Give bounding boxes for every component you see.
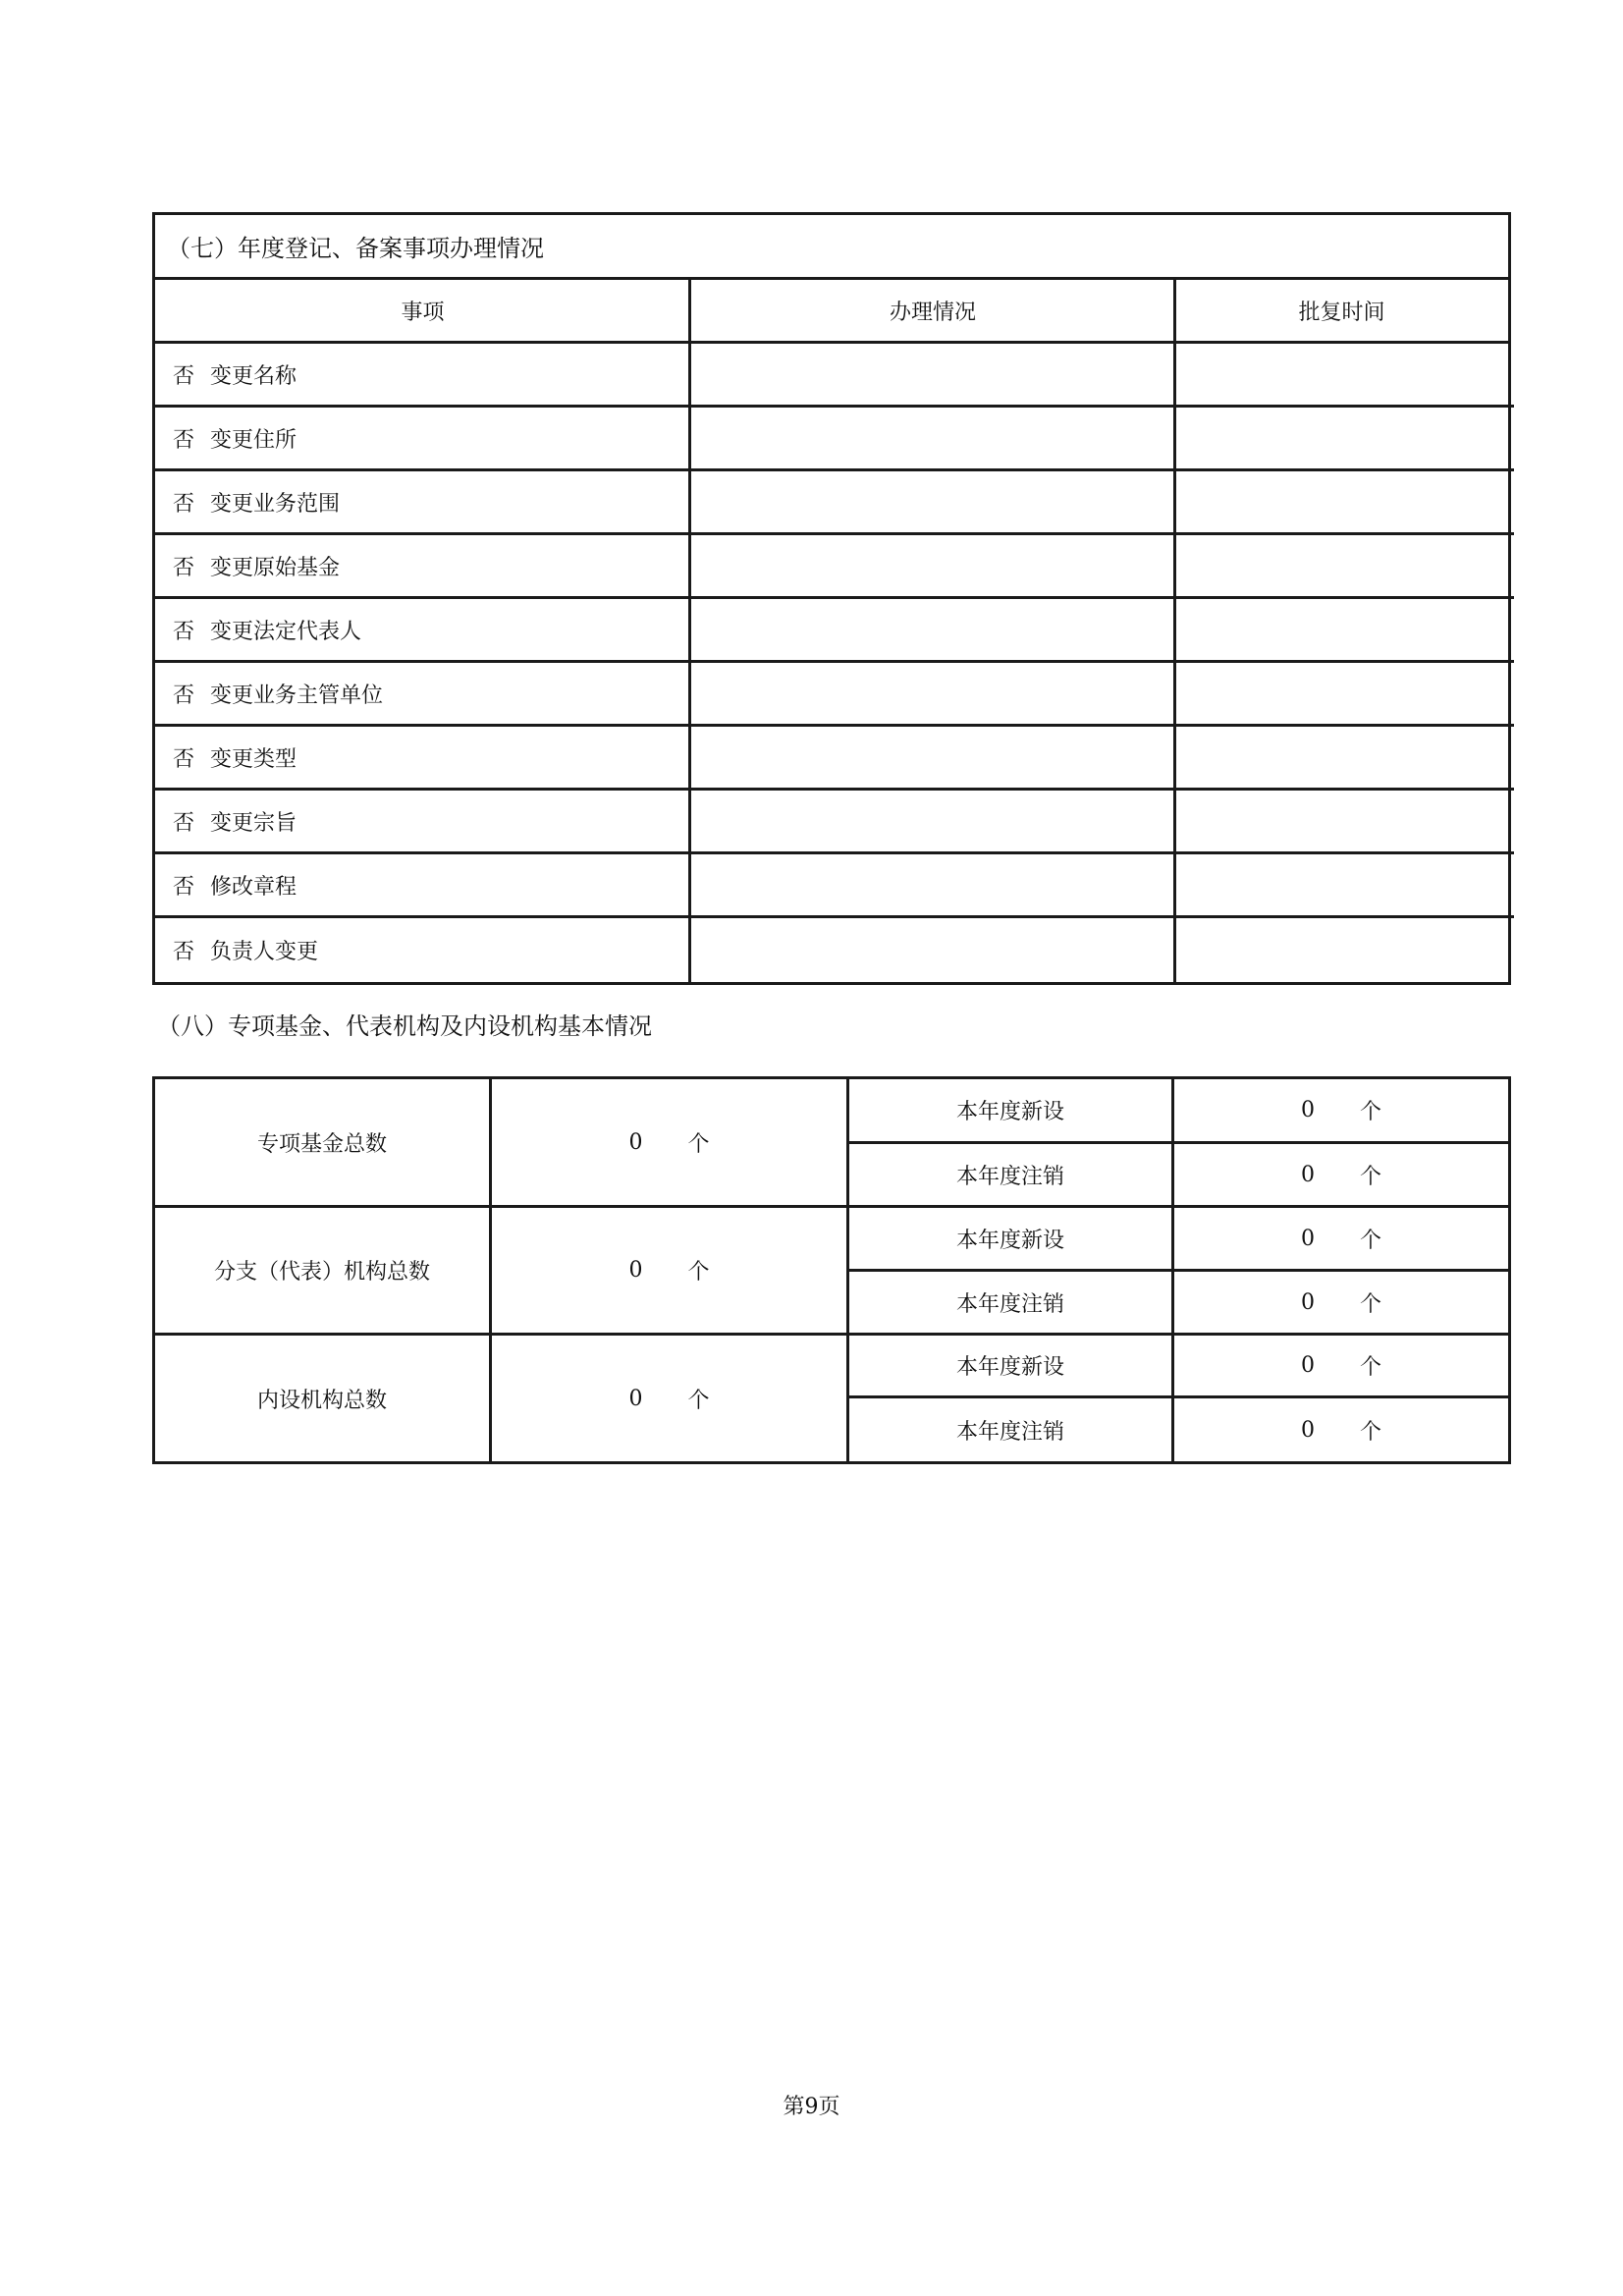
group-total-unit: 个 bbox=[687, 1131, 710, 1157]
group-total bbox=[492, 1208, 846, 1333]
table-header-row bbox=[155, 280, 1508, 344]
table-row bbox=[155, 663, 690, 727]
row-item: 变更宗旨 bbox=[210, 810, 298, 836]
cancel-label-text: 本年度注销 bbox=[955, 1419, 1064, 1445]
row-flag: 否 bbox=[173, 555, 195, 580]
new-value bbox=[1174, 1336, 1508, 1395]
row-divider bbox=[690, 660, 1514, 663]
registration-table bbox=[152, 212, 1511, 985]
row-flag: 否 bbox=[173, 746, 195, 772]
new-value-unit: 个 bbox=[1359, 1228, 1381, 1253]
table-row bbox=[155, 408, 690, 471]
cancel-value-number: 0 bbox=[1300, 1417, 1315, 1443]
row-flag: 否 bbox=[173, 810, 195, 836]
row-flag: 否 bbox=[173, 619, 195, 644]
group-total bbox=[492, 1336, 846, 1461]
group-total-value: 0 bbox=[628, 1386, 643, 1411]
row-flag: 否 bbox=[173, 683, 195, 708]
row-divider bbox=[690, 596, 1514, 599]
new-value bbox=[1174, 1079, 1508, 1141]
cancel-label bbox=[849, 1272, 1171, 1333]
row-item: 变更住所 bbox=[210, 427, 298, 453]
row-flag: 否 bbox=[173, 874, 195, 900]
new-value-unit: 个 bbox=[1359, 1100, 1381, 1124]
group-label bbox=[155, 1336, 489, 1461]
table-row bbox=[155, 918, 690, 982]
cancel-value bbox=[1174, 1144, 1508, 1205]
section8-heading-text: （八）专项基金、代表机构及内设机构基本情况 bbox=[157, 1012, 652, 1040]
page-number-text: 第9页 bbox=[783, 2095, 840, 2119]
institutions-table bbox=[152, 1076, 1511, 1464]
table-row bbox=[155, 599, 690, 663]
table-row bbox=[155, 471, 690, 535]
table-row bbox=[155, 344, 690, 408]
section7-heading-text: （七）年度登记、备案事项办理情况 bbox=[167, 235, 544, 262]
column-header-item bbox=[155, 280, 690, 344]
column-header-date-label: 批复时间 bbox=[1298, 300, 1385, 325]
row-divider bbox=[690, 468, 1514, 471]
table-row bbox=[155, 791, 690, 854]
cancel-label bbox=[849, 1398, 1171, 1461]
group-total-unit: 个 bbox=[687, 1260, 710, 1285]
row-flag: 否 bbox=[173, 427, 195, 453]
row-divider bbox=[690, 532, 1514, 535]
new-value-number: 0 bbox=[1300, 1226, 1315, 1251]
new-value bbox=[1174, 1208, 1508, 1269]
group-total-unit: 个 bbox=[687, 1388, 710, 1413]
group-label-text: 专项基金总数 bbox=[256, 1131, 387, 1157]
cancel-label-text: 本年度注销 bbox=[955, 1291, 1064, 1317]
table-row bbox=[155, 535, 690, 599]
cancel-value bbox=[1174, 1398, 1508, 1461]
group-label-text: 分支（代表）机构总数 bbox=[213, 1260, 430, 1285]
new-label bbox=[849, 1336, 1171, 1395]
table-row bbox=[155, 854, 690, 918]
new-value-number: 0 bbox=[1300, 1353, 1315, 1378]
page-number bbox=[0, 2090, 1623, 2120]
row-item: 变更名称 bbox=[210, 363, 298, 389]
row-item: 变更类型 bbox=[210, 746, 298, 772]
column-header-status-label: 办理情况 bbox=[889, 300, 976, 325]
group-label bbox=[155, 1079, 489, 1205]
row-flag: 否 bbox=[173, 363, 195, 389]
cancel-value-unit: 个 bbox=[1359, 1291, 1381, 1317]
cancel-value-unit: 个 bbox=[1359, 1419, 1381, 1445]
column-header-date bbox=[1175, 280, 1508, 344]
cancel-value-number: 0 bbox=[1300, 1289, 1315, 1315]
cancel-value-number: 0 bbox=[1300, 1162, 1315, 1187]
row-divider bbox=[690, 724, 1514, 727]
column-header-status bbox=[690, 280, 1175, 344]
group-total-value: 0 bbox=[628, 1258, 643, 1283]
row-divider bbox=[690, 851, 1514, 854]
group-total-value: 0 bbox=[628, 1129, 643, 1155]
row-item: 变更业务主管单位 bbox=[210, 683, 384, 708]
column-header-item-label: 事项 bbox=[401, 300, 445, 325]
row-divider bbox=[690, 915, 1514, 918]
new-label bbox=[849, 1208, 1171, 1269]
cancel-value-unit: 个 bbox=[1359, 1164, 1381, 1189]
table-row bbox=[155, 727, 690, 791]
group-label bbox=[155, 1208, 489, 1333]
cancel-label-text: 本年度注销 bbox=[955, 1164, 1064, 1189]
section8-heading bbox=[157, 1007, 652, 1041]
cancel-label bbox=[849, 1144, 1171, 1205]
table-body bbox=[155, 344, 1508, 982]
section7-heading bbox=[155, 215, 1508, 280]
new-label-text: 本年度新设 bbox=[955, 1228, 1064, 1253]
new-label-text: 本年度新设 bbox=[955, 1100, 1064, 1124]
new-label bbox=[849, 1079, 1171, 1141]
row-item: 负责人变更 bbox=[210, 940, 319, 964]
row-item: 变更法定代表人 bbox=[210, 619, 362, 644]
group-total bbox=[492, 1079, 846, 1205]
new-label-text: 本年度新设 bbox=[955, 1355, 1064, 1380]
group-label-text: 内设机构总数 bbox=[256, 1388, 387, 1413]
row-flag: 否 bbox=[173, 491, 195, 517]
row-item: 变更原始基金 bbox=[210, 555, 341, 580]
row-divider bbox=[690, 788, 1514, 791]
row-item: 变更业务范围 bbox=[210, 491, 341, 517]
row-divider bbox=[690, 405, 1514, 408]
row-flag: 否 bbox=[173, 940, 195, 964]
cancel-value bbox=[1174, 1272, 1508, 1333]
new-value-unit: 个 bbox=[1359, 1355, 1381, 1380]
row-item: 修改章程 bbox=[210, 874, 298, 900]
new-value-number: 0 bbox=[1300, 1098, 1315, 1122]
